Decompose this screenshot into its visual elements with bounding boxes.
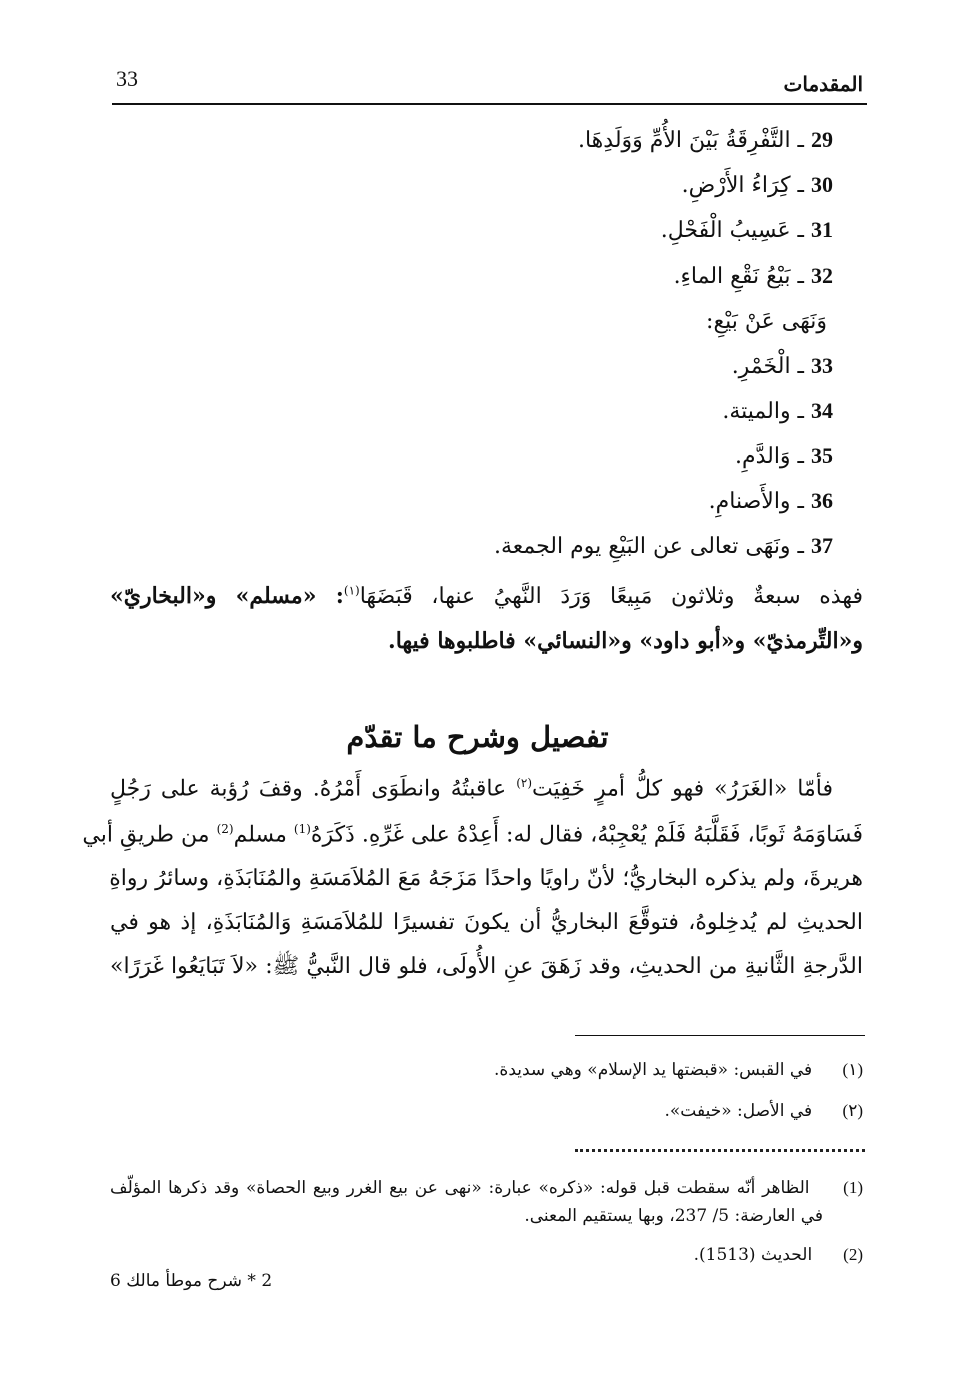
footnote-ref: (٢) — [516, 776, 533, 790]
item-number: 35 — [811, 443, 833, 468]
list-item — [735, 443, 833, 470]
list-item — [709, 488, 833, 515]
body-text: فَسَاوَمَهُ ثَوبًا، فَقَلَّبَهُ فَلَمْ يُعْجِبْهُ، فقال له: أَعِدْهُ على غَرِّهِ. ذَكَرَهُ — [310, 822, 863, 848]
item-text: ـ بَيْعُ نَقْعِ الماءِ. — [673, 264, 811, 289]
item-number: 30 — [811, 172, 833, 197]
body-line — [110, 776, 833, 803]
footnote-mark: (1) — [843, 1178, 863, 1197]
body-text: عاقبتُهُ وانطَوَى أَمْرُهُ. وقفَ رُؤبة على رَجُلٍ — [110, 776, 517, 802]
running-header: المقدمات — [783, 72, 863, 96]
body-text: من طريقِ أبي — [82, 822, 217, 848]
list-item — [732, 353, 833, 380]
dotted-separator — [575, 1149, 865, 1152]
footnote-ref: (2) — [216, 822, 234, 836]
body-text: مسلم — [233, 822, 294, 848]
list-item — [682, 172, 833, 199]
item-number: 37 — [811, 533, 833, 558]
summary-line-1 — [110, 583, 863, 610]
body-line: هريرةَ، ولم يذكره البخاريُّ؛ لأنّ راويًا واحدًا مَزَجَهُ مَعَ المُلاَمَسَةِ والمُنَابَذَةِ، وسائرُ رواةِ — [109, 866, 863, 891]
body-line: الحديثِ لم يُدخِلوهُ، فتوقَّعَ البخاريُّ أن يكونَ تفسيرًا للمُلاَمَسَةِ وَالمُنَابَذَةِ، إذ هو في — [110, 910, 863, 935]
body-line — [82, 822, 863, 849]
list-item — [578, 127, 833, 154]
footnote-text: في القبس: «قبضتها يد الإسلام» وهي سديدة. — [494, 1060, 813, 1080]
item-text: وَنَهَى عَنْ بَيْعِ: — [706, 309, 827, 334]
section-title: تفصيل وشرح ما تقدّم — [346, 720, 609, 754]
item-text: ـ والأَصنامِ. — [708, 489, 811, 514]
list-item — [722, 398, 833, 425]
footnote — [110, 1178, 863, 1198]
footnote-mark: (2) — [843, 1245, 863, 1264]
item-number: 31 — [811, 217, 833, 242]
item-text: ـ وَالدَّمِ. — [734, 444, 811, 469]
footnote — [664, 1101, 863, 1121]
item-number: 33 — [811, 353, 833, 378]
page-number: 33 — [116, 66, 138, 91]
footnote-ref: (١) — [343, 583, 360, 598]
item-number: 29 — [811, 127, 833, 152]
item-number: 34 — [811, 398, 833, 423]
list-heading — [706, 308, 827, 335]
item-text: ـ الْخَمْرِ. — [731, 354, 811, 379]
footnote-mark: (٢) — [842, 1101, 863, 1120]
list-item — [661, 217, 833, 244]
item-text: ـ كِرَاءُ الأَرْضِ. — [681, 173, 811, 198]
footnote-mark: (١) — [842, 1060, 863, 1079]
item-text: ـ ونَهَى تعالى عن البَيْعِ يوم الجمعة. — [493, 534, 811, 559]
footnote-text: الظاهر أنّه سقطت قبل قوله: «ذكره» عبارة: «نهى عن بيع الغرر وبيع الحصاة» وقد ذكرها المؤلّف — [110, 1178, 810, 1198]
item-text: ـ والميتة. — [722, 399, 811, 424]
body-text: فأمّا «الغَرَرُ» فهو كلُّ أمرٍ خَفِيَت — [532, 776, 833, 802]
summary-text: فهذه سبعةٌ وثلاثون مَبِيعًا وَرَدَ النَّهيُ عنها، قَبَضَهَا — [359, 584, 863, 609]
summary-sources: : «مسلم» و«البخاريّ» — [110, 583, 344, 609]
footnote-separator — [575, 1035, 865, 1036]
header-rule — [112, 103, 867, 105]
printer-signature: 2 * شرح موطأ مالك 6 — [110, 1271, 273, 1291]
footnote — [494, 1060, 863, 1080]
list-item — [674, 263, 833, 290]
footnote — [694, 1245, 863, 1265]
summary-line-2: و«التِّرمذيّ» و«أبو داود» و«النسائي» فاطلبوها فيها. — [388, 628, 863, 654]
item-text: ـ عَسِيبُ الْفَحْلِ. — [660, 218, 811, 243]
footnote-text: الحديث (1513). — [693, 1245, 813, 1265]
item-number: 32 — [811, 263, 833, 288]
item-number: 36 — [811, 488, 833, 513]
footnote-continuation: في العارضة: 5/ 237، وبها يستقيم المعنى. — [524, 1206, 823, 1226]
list-item — [494, 533, 833, 560]
footnote-text: في الأصل: «خيفت». — [664, 1101, 813, 1121]
body-line: الدَّرجةِ الثَّانيةِ من الحديثِ، وقد زَهَقَ عنِ الأُولَى، فلو قال النَّبيُّ ﷺ: «لاَ تَبَايَعُوا غَرَرًا» — [110, 954, 863, 979]
item-text: ـ التَّفْرِقَةُ بَيْنَ الأُمِّ وَوَلَدِهَا. — [577, 128, 811, 153]
footnote-ref: (1) — [293, 822, 311, 836]
